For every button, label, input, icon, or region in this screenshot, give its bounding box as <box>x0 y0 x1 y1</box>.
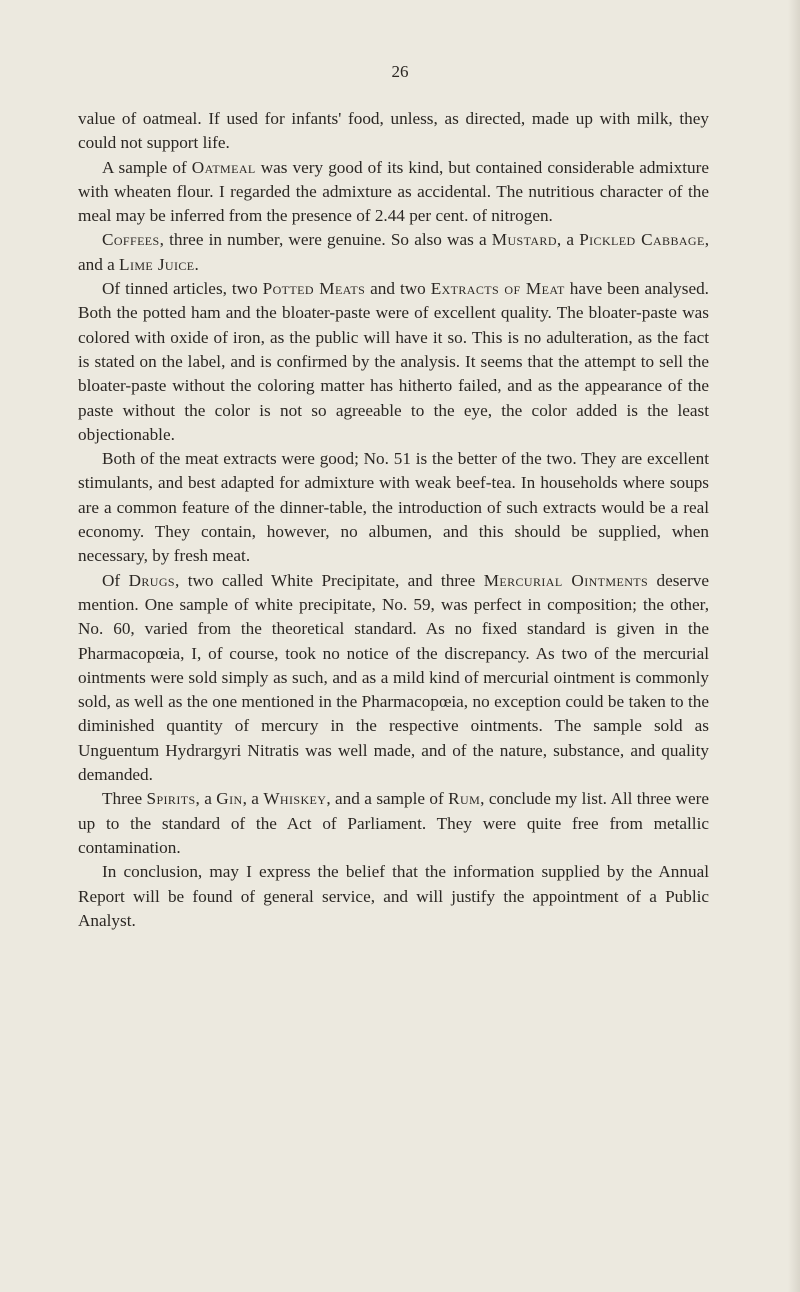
text-run: value of oatmeal. If used for infants' food, unless, as directed, made up with milk, they could not support life. <box>78 109 709 153</box>
text-run: , a <box>556 230 580 250</box>
text-run: , three in number, were genuine. So also was a <box>159 230 492 250</box>
small-caps-term: Oatmeal <box>191 157 256 177</box>
small-caps-term: Mercurial Ointments <box>483 570 649 590</box>
paragraph-4 <box>78 277 709 447</box>
body-text <box>78 107 709 933</box>
text-run: A sample of <box>102 157 192 177</box>
page-edge-shadow <box>788 0 800 1292</box>
text-run: Of tinned articles, two <box>102 279 263 299</box>
paragraph-2 <box>78 156 709 229</box>
small-caps-term: Extracts of Meat <box>430 279 565 299</box>
text-run: , and a <box>78 230 710 274</box>
paragraph-3 <box>78 228 709 277</box>
small-caps-term: Lime Juice <box>119 254 195 274</box>
small-caps-term: Spirits <box>146 789 196 809</box>
small-caps-term: Gin <box>216 789 243 809</box>
paragraph-8 <box>78 860 709 933</box>
text-run: , a <box>195 789 217 809</box>
text-run: , a <box>242 789 264 809</box>
text-run: Both of the meat extracts were good; No. 51 is the better of the two. They are excellent stimulants, and best adapted for admixture with weak beef-tea. In households where soups are a common feature of the dinner-table, the introduction of such extracts would be a real economy. They contain, however, no albumen, and this should be supplied, when necessary, by fresh meat. <box>78 449 709 566</box>
text-run: and two <box>365 279 431 299</box>
paragraph-6 <box>78 569 709 788</box>
text-run: In conclusion, may I express the belief that the information supplied by the Annual Report will be found of general service, and will justify the appointment of a Public Analyst. <box>78 862 709 930</box>
small-caps-term: Potted Meats <box>262 279 366 299</box>
text-run: Of <box>102 570 129 590</box>
text-run: Three <box>102 789 147 809</box>
small-caps-term: Whiskey <box>263 789 327 809</box>
paragraph-1 <box>78 107 709 156</box>
small-caps-term: Drugs <box>128 570 175 590</box>
text-run: deserve mention. One sample of white precipitate, No. 59, was perfect in composition; the other, No. 60, varied from the theoretical standard. As no fixed standard is given in the Pharmacopœia, I, of course, took no notice of the discrepancy. As two of the mercurial ointments were sold simply as such, and as a mild kind of mercurial ointment is commonly sold, as well as the one mentioned in the Pharmacopœia, no exception could be taken to the diminished quantity of mercury in the respective ointments. The sample sold as Unguentum Hydrargyri Nitratis was well made, and of the nature, substance, and quality demanded. <box>78 570 709 785</box>
paragraph-7 <box>78 787 709 860</box>
page-number: 26 <box>391 62 409 81</box>
text-run: , and a sample of <box>326 789 449 809</box>
text-run: was very good of its kind, but contained considerable admixture with wheaten flour. I regarded the admixture as accidental. The nutritious character of the meal may be inferred from the presence of 2.44 per cent. of nitrogen. <box>78 157 709 226</box>
text-run: , two called White Precipitate, and three <box>175 570 484 590</box>
small-caps-term: Pickled Cabbage <box>579 230 705 250</box>
text-run: . <box>194 254 199 274</box>
small-caps-term: Mustard <box>491 230 557 250</box>
text-run: , conclude my list. All three were up to the standard of the Act of Parliament. They were quite free from metallic contamination. <box>78 789 709 857</box>
small-caps-term: Coffees <box>102 230 160 250</box>
paragraph-5 <box>78 447 709 568</box>
text-run: have been analysed. Both the potted ham and the bloater-paste were of excellent quality. The bloater-paste was colored with oxide of iron, as the public will have it so. This is no adulteration, as the fact is stated on the label, and is confirmed by the analysis. It seems that the attempt to sell the bloater-paste without the coloring matter has hitherto failed, and as the appearance of the paste without the color is not so agreeable to the eye, the color added is the least objectionable. <box>78 279 709 444</box>
small-caps-term: Rum <box>448 789 481 809</box>
